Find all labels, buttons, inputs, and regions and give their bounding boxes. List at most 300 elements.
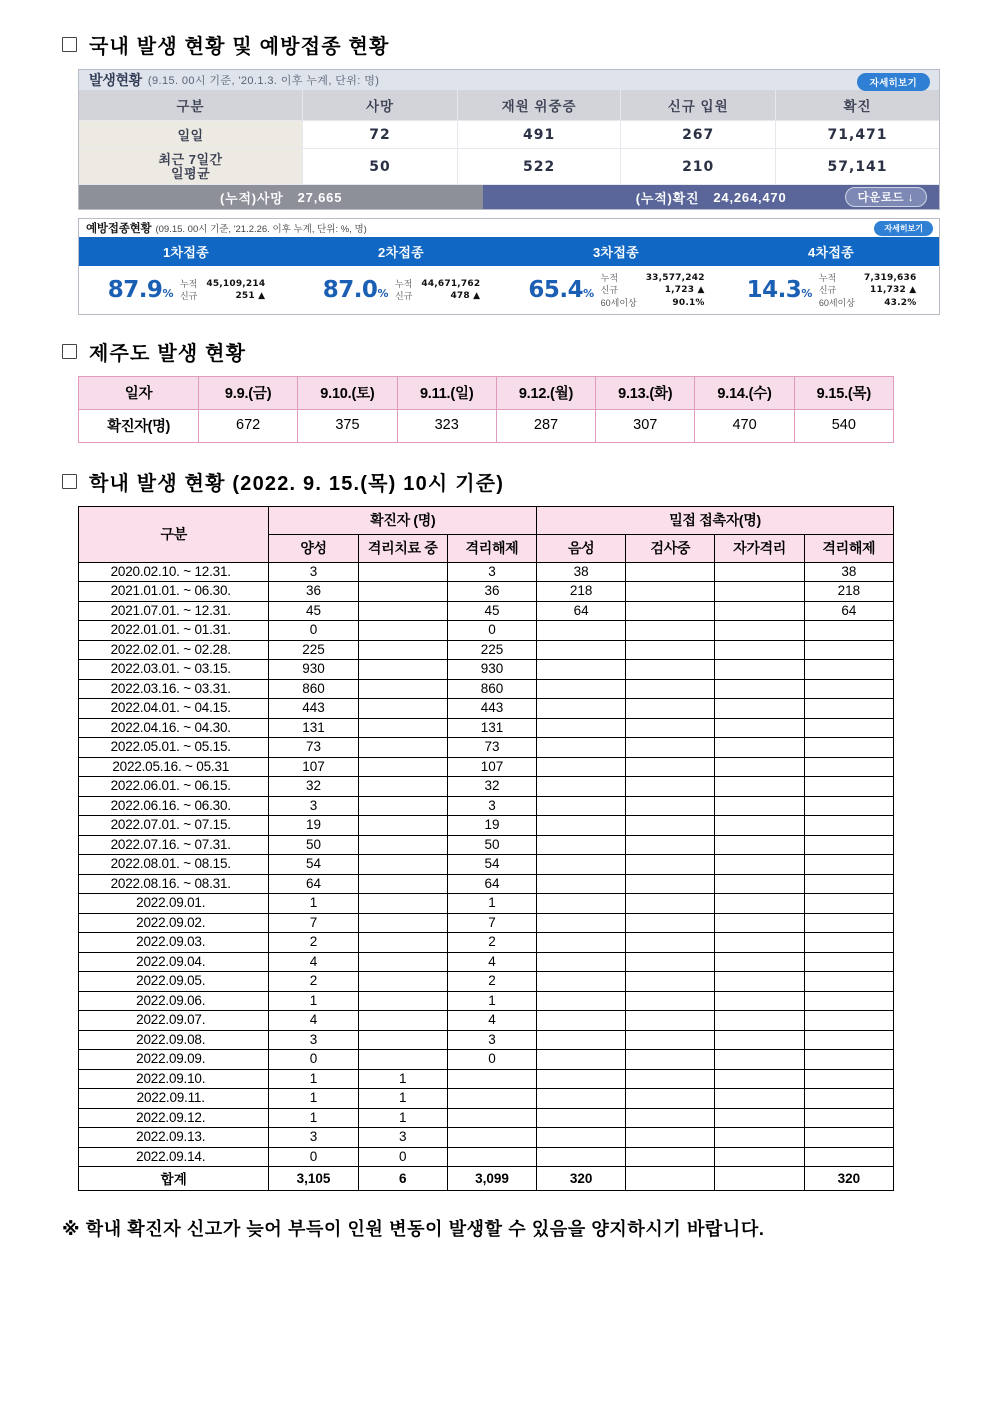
table-row bbox=[79, 796, 894, 816]
school-row-isolating bbox=[358, 699, 447, 719]
jeju-value-6: 540 bbox=[794, 409, 893, 442]
school-row-selfiso bbox=[715, 582, 804, 602]
school-total-label: 합계 bbox=[79, 1167, 269, 1191]
school-row-selfiso bbox=[715, 913, 804, 933]
school-row-positive: 225 bbox=[269, 640, 358, 660]
school-row-contact-released bbox=[804, 835, 893, 855]
school-row-negative bbox=[537, 855, 626, 875]
school-row-selfiso bbox=[715, 1050, 804, 1070]
school-row-negative: 38 bbox=[537, 562, 626, 582]
outbreak-row-weekly-label bbox=[79, 149, 303, 185]
school-row-released: 1 bbox=[447, 894, 536, 914]
school-row-selfiso bbox=[715, 894, 804, 914]
outbreak-col-2: 재원 위중증 bbox=[457, 90, 620, 121]
school-row-contact-released bbox=[804, 757, 893, 777]
footer-note: ※ 학내 확진자 신고가 늦어 부득이 인원 변동이 발생할 수 있음을 양지하시기 바랍니다. bbox=[62, 1219, 765, 1240]
school-row-released: 131 bbox=[447, 718, 536, 738]
school-row-positive: 107 bbox=[269, 757, 358, 777]
school-row-released: 225 bbox=[447, 640, 536, 660]
school-row-period: 2022.07.01. ~ 07.15. bbox=[79, 816, 269, 836]
school-row-testing bbox=[626, 816, 715, 836]
school-row-released: 930 bbox=[447, 660, 536, 680]
jeju-header-6: 9.14.(수) bbox=[695, 376, 794, 409]
table-row bbox=[79, 660, 894, 680]
school-header-selfiso: 자가격리 bbox=[715, 534, 804, 562]
vaccination-cell-4 bbox=[724, 272, 939, 308]
vaccination-cum-label-1: 누적 bbox=[179, 279, 198, 290]
school-row-testing bbox=[626, 972, 715, 992]
school-row-period: 2022.09.12. bbox=[79, 1108, 269, 1128]
school-row-selfiso bbox=[715, 660, 804, 680]
school-row-released: 107 bbox=[447, 757, 536, 777]
outbreak-row-weekly-label-line2: 일평균 bbox=[170, 165, 211, 181]
school-row-negative bbox=[537, 991, 626, 1011]
table-row bbox=[79, 1030, 894, 1050]
school-row-selfiso bbox=[715, 1147, 804, 1167]
school-row-isolating bbox=[358, 874, 447, 894]
jeju-header-7: 9.15.(목) bbox=[794, 376, 893, 409]
school-row-contact-released bbox=[804, 738, 893, 758]
school-row-isolating bbox=[358, 757, 447, 777]
school-row-isolating bbox=[358, 991, 447, 1011]
school-row-isolating bbox=[358, 855, 447, 875]
school-row-period: 2022.09.14. bbox=[79, 1147, 269, 1167]
jeju-status-table bbox=[78, 376, 894, 443]
school-row-period: 2022.09.10. bbox=[79, 1069, 269, 1089]
school-row-selfiso bbox=[715, 1089, 804, 1109]
checkbox-icon bbox=[62, 344, 77, 359]
school-row-positive: 45 bbox=[269, 601, 358, 621]
table-row bbox=[79, 1011, 894, 1031]
outbreak-row-daily-label: 일일 bbox=[79, 121, 303, 149]
vaccination-dose-tab-3[interactable]: 3차접종 bbox=[509, 237, 724, 266]
school-row-contact-released bbox=[804, 796, 893, 816]
school-row-contact-released: 64 bbox=[804, 601, 893, 621]
school-total-released: 3,099 bbox=[447, 1167, 536, 1191]
table-row bbox=[79, 582, 894, 602]
school-row-negative bbox=[537, 757, 626, 777]
vaccination-cum-value-3: 33,577,242 bbox=[645, 273, 705, 284]
school-row-selfiso bbox=[715, 757, 804, 777]
school-row-testing bbox=[626, 582, 715, 602]
school-row-positive: 1 bbox=[269, 894, 358, 914]
school-row-testing bbox=[626, 1011, 715, 1031]
school-header-row-group bbox=[79, 506, 894, 534]
school-total-selfiso bbox=[715, 1167, 804, 1191]
school-row-selfiso bbox=[715, 952, 804, 972]
school-row-negative: 64 bbox=[537, 601, 626, 621]
jeju-value-0: 672 bbox=[199, 409, 298, 442]
school-row-isolating bbox=[358, 796, 447, 816]
vaccination-percent-3: 65.4% bbox=[528, 277, 594, 304]
school-row-released: 73 bbox=[447, 738, 536, 758]
school-row-isolating: 1 bbox=[358, 1108, 447, 1128]
school-row-period: 2022.03.01. ~ 03.15. bbox=[79, 660, 269, 680]
school-row-negative bbox=[537, 1011, 626, 1031]
school-row-contact-released: 218 bbox=[804, 582, 893, 602]
school-row-testing bbox=[626, 640, 715, 660]
school-row-released: 54 bbox=[447, 855, 536, 875]
school-row-testing bbox=[626, 874, 715, 894]
school-row-testing bbox=[626, 796, 715, 816]
jeju-value-2: 323 bbox=[397, 409, 496, 442]
school-row-contact-released bbox=[804, 679, 893, 699]
table-row bbox=[79, 1108, 894, 1128]
school-row-positive: 3 bbox=[269, 562, 358, 582]
school-row-selfiso bbox=[715, 1011, 804, 1031]
school-row-isolating bbox=[358, 582, 447, 602]
jeju-header-5: 9.13.(화) bbox=[596, 376, 695, 409]
school-row-positive: 36 bbox=[269, 582, 358, 602]
school-row-positive: 1 bbox=[269, 1069, 358, 1089]
outbreak-row-daily bbox=[79, 121, 939, 149]
vaccination-cell-1 bbox=[79, 272, 294, 308]
school-row-positive: 54 bbox=[269, 855, 358, 875]
vaccination-detail-button[interactable]: 자세히보기 bbox=[874, 221, 933, 236]
school-row-isolating bbox=[358, 640, 447, 660]
jeju-header-4: 9.12.(월) bbox=[496, 376, 595, 409]
school-row-positive: 860 bbox=[269, 679, 358, 699]
school-row-positive: 7 bbox=[269, 913, 358, 933]
table-row bbox=[79, 1147, 894, 1167]
vaccination-cell-2 bbox=[294, 272, 509, 308]
vaccination-dose-tab-2[interactable]: 2차접종 bbox=[294, 237, 509, 266]
outbreak-cumulative-confirmed bbox=[483, 185, 939, 209]
school-row-testing bbox=[626, 738, 715, 758]
school-header-contact-released: 격리해제 bbox=[804, 534, 893, 562]
school-row-positive: 50 bbox=[269, 835, 358, 855]
school-row-contact-released bbox=[804, 699, 893, 719]
school-row-period: 2022.09.08. bbox=[79, 1030, 269, 1050]
table-row bbox=[79, 621, 894, 641]
jeju-header-3: 9.11.(일) bbox=[397, 376, 496, 409]
vaccination-cum-label-2: 누적 bbox=[394, 279, 413, 290]
school-row-contact-released bbox=[804, 972, 893, 992]
school-row-positive: 3 bbox=[269, 1030, 358, 1050]
school-row-negative bbox=[537, 718, 626, 738]
vaccination-over60-value-4: 43.2% bbox=[884, 297, 917, 308]
school-row-contact-released bbox=[804, 1050, 893, 1070]
school-row-released: 443 bbox=[447, 699, 536, 719]
school-row-selfiso bbox=[715, 679, 804, 699]
school-row-released: 3 bbox=[447, 562, 536, 582]
vaccination-subtitle: (09.15. 00시 기준, '21.2.26. 이후 누계, 단위: %, 명) bbox=[155, 224, 367, 236]
table-row bbox=[79, 874, 894, 894]
table-row bbox=[79, 1050, 894, 1070]
school-row-negative bbox=[537, 640, 626, 660]
school-row-selfiso bbox=[715, 562, 804, 582]
school-row-selfiso bbox=[715, 601, 804, 621]
school-row-negative bbox=[537, 1108, 626, 1128]
school-row-released bbox=[447, 1147, 536, 1167]
school-row-testing bbox=[626, 991, 715, 1011]
school-row-positive: 443 bbox=[269, 699, 358, 719]
school-row-period: 2021.07.01. ~ 12.31. bbox=[79, 601, 269, 621]
school-row-contact-released bbox=[804, 1108, 893, 1128]
school-row-positive: 1 bbox=[269, 1089, 358, 1109]
table-row bbox=[79, 835, 894, 855]
outbreak-row-weekly-severe: 522 bbox=[457, 149, 620, 185]
school-row-negative bbox=[537, 972, 626, 992]
school-row-negative bbox=[537, 777, 626, 797]
school-row-negative bbox=[537, 1030, 626, 1050]
vaccination-cum-label-4: 누적 bbox=[818, 273, 837, 284]
school-row-contact-released bbox=[804, 621, 893, 641]
school-row-contact-released bbox=[804, 894, 893, 914]
outbreak-detail-button[interactable]: 자세히보기 bbox=[857, 73, 930, 91]
school-row-isolating bbox=[358, 835, 447, 855]
outbreak-row-weekly-confirmed: 57,141 bbox=[776, 149, 939, 185]
outbreak-status-capture bbox=[78, 69, 940, 210]
school-row-testing bbox=[626, 855, 715, 875]
school-row-testing bbox=[626, 777, 715, 797]
school-row-negative bbox=[537, 1147, 626, 1167]
school-row-released: 2 bbox=[447, 972, 536, 992]
table-row bbox=[79, 738, 894, 758]
school-header-confirmed-group: 확진자 (명) bbox=[269, 506, 537, 534]
vaccination-detail-4 bbox=[819, 272, 917, 308]
school-row-positive: 2 bbox=[269, 972, 358, 992]
school-row-period: 2022.03.16. ~ 03.31. bbox=[79, 679, 269, 699]
vaccination-new-label-3: 신규 bbox=[600, 285, 619, 296]
table-row bbox=[79, 972, 894, 992]
checkbox-icon bbox=[62, 37, 77, 52]
school-row-negative bbox=[537, 835, 626, 855]
jeju-value-5: 470 bbox=[695, 409, 794, 442]
school-header-negative: 음성 bbox=[537, 534, 626, 562]
school-row-period: 2021.01.01. ~ 06.30. bbox=[79, 582, 269, 602]
vaccination-new-label-2: 신규 bbox=[394, 291, 413, 302]
school-row-negative bbox=[537, 952, 626, 972]
school-row-released: 3 bbox=[447, 796, 536, 816]
outbreak-cumulative-confirmed-value: 24,264,470 bbox=[713, 189, 787, 205]
school-row-positive: 2 bbox=[269, 933, 358, 953]
school-row-contact-released bbox=[804, 777, 893, 797]
school-row-period: 2022.01.01. ~ 01.31. bbox=[79, 621, 269, 641]
school-row-selfiso bbox=[715, 1069, 804, 1089]
school-row-negative bbox=[537, 1089, 626, 1109]
section-title-jeju: 제주도 발생 현황 bbox=[89, 342, 247, 365]
vaccination-cum-value-4: 7,319,636 bbox=[863, 273, 917, 284]
school-row-contact-released bbox=[804, 718, 893, 738]
school-row-isolating bbox=[358, 894, 447, 914]
school-row-period: 2022.06.16. ~ 06.30. bbox=[79, 796, 269, 816]
school-row-testing bbox=[626, 562, 715, 582]
school-row-testing bbox=[626, 1108, 715, 1128]
outbreak-footer-bar bbox=[79, 185, 939, 209]
jeju-value-4: 307 bbox=[596, 409, 695, 442]
school-row-period: 2022.09.05. bbox=[79, 972, 269, 992]
school-row-positive: 0 bbox=[269, 1147, 358, 1167]
school-row-period: 2022.09.03. bbox=[79, 933, 269, 953]
school-row-period: 2022.09.07. bbox=[79, 1011, 269, 1031]
school-row-contact-released bbox=[804, 855, 893, 875]
vaccination-values-row bbox=[79, 266, 939, 313]
school-total-isolating: 6 bbox=[358, 1167, 447, 1191]
school-row-selfiso bbox=[715, 1030, 804, 1050]
outbreak-cumulative-confirmed-label: (누적)확진 bbox=[635, 190, 700, 206]
school-row-positive: 32 bbox=[269, 777, 358, 797]
school-row-isolating bbox=[358, 601, 447, 621]
vaccination-new-label-4: 신규 bbox=[818, 285, 837, 296]
outbreak-row-weekly-admit: 210 bbox=[621, 149, 776, 185]
school-row-positive: 0 bbox=[269, 621, 358, 641]
outbreak-col-0: 구분 bbox=[79, 90, 303, 121]
school-row-testing bbox=[626, 894, 715, 914]
school-row-contact-released bbox=[804, 1147, 893, 1167]
checkbox-icon bbox=[62, 474, 77, 489]
outbreak-row-weekly-avg bbox=[79, 149, 939, 185]
school-row-isolating bbox=[358, 816, 447, 836]
school-row-selfiso bbox=[715, 738, 804, 758]
school-row-contact-released bbox=[804, 1089, 893, 1109]
school-total-positive: 3,105 bbox=[269, 1167, 358, 1191]
school-row-selfiso bbox=[715, 816, 804, 836]
school-row-isolating bbox=[358, 718, 447, 738]
outbreak-col-3: 신규 입원 bbox=[621, 90, 776, 121]
school-row-selfiso bbox=[715, 991, 804, 1011]
school-row-testing bbox=[626, 1147, 715, 1167]
school-row-testing bbox=[626, 718, 715, 738]
school-row-isolating bbox=[358, 660, 447, 680]
school-row-negative bbox=[537, 874, 626, 894]
school-row-testing bbox=[626, 1050, 715, 1070]
section-heading-domestic bbox=[62, 30, 940, 59]
school-row-isolating: 1 bbox=[358, 1089, 447, 1109]
school-row-released: 19 bbox=[447, 816, 536, 836]
school-row-testing bbox=[626, 913, 715, 933]
vaccination-dose-tabs bbox=[79, 237, 939, 266]
school-row-testing bbox=[626, 621, 715, 641]
school-row-released: 2 bbox=[447, 933, 536, 953]
school-row-positive: 73 bbox=[269, 738, 358, 758]
table-row bbox=[79, 913, 894, 933]
outbreak-title: 발생현황 bbox=[89, 71, 142, 88]
outbreak-col-4: 확진 bbox=[776, 90, 939, 121]
table-row bbox=[79, 640, 894, 660]
school-row-isolating bbox=[358, 562, 447, 582]
school-row-released: 3 bbox=[447, 1030, 536, 1050]
school-row-negative bbox=[537, 816, 626, 836]
outbreak-row-daily-confirmed: 71,471 bbox=[776, 121, 939, 149]
school-row-contact-released bbox=[804, 1030, 893, 1050]
table-row bbox=[79, 757, 894, 777]
school-row-released: 0 bbox=[447, 1050, 536, 1070]
school-row-negative bbox=[537, 1128, 626, 1148]
school-total-row bbox=[79, 1167, 894, 1191]
jeju-row-label: 확진자(명) bbox=[79, 409, 199, 442]
school-row-released: 32 bbox=[447, 777, 536, 797]
table-row bbox=[79, 933, 894, 953]
school-total-contact-released: 320 bbox=[804, 1167, 893, 1191]
table-row bbox=[79, 718, 894, 738]
vaccination-percent-1: 87.9% bbox=[107, 277, 173, 304]
school-row-positive: 19 bbox=[269, 816, 358, 836]
school-row-isolating bbox=[358, 1030, 447, 1050]
school-row-released: 0 bbox=[447, 621, 536, 641]
school-row-isolating bbox=[358, 952, 447, 972]
school-row-negative bbox=[537, 894, 626, 914]
table-row bbox=[79, 855, 894, 875]
school-row-negative bbox=[537, 1050, 626, 1070]
school-row-negative bbox=[537, 621, 626, 641]
school-header-group: 구분 bbox=[79, 506, 269, 562]
vaccination-cum-label-3: 누적 bbox=[600, 273, 619, 284]
school-row-selfiso bbox=[715, 972, 804, 992]
school-row-testing bbox=[626, 757, 715, 777]
school-row-positive: 1 bbox=[269, 1108, 358, 1128]
school-row-isolating bbox=[358, 777, 447, 797]
school-row-released: 50 bbox=[447, 835, 536, 855]
table-row bbox=[79, 562, 894, 582]
school-row-positive: 4 bbox=[269, 1011, 358, 1031]
school-row-released: 45 bbox=[447, 601, 536, 621]
jeju-data-row bbox=[79, 409, 894, 442]
school-row-contact-released bbox=[804, 816, 893, 836]
jeju-header-2: 9.10.(토) bbox=[298, 376, 397, 409]
school-row-period: 2022.09.13. bbox=[79, 1128, 269, 1148]
school-row-period: 2022.08.16. ~ 08.31. bbox=[79, 874, 269, 894]
school-row-contact-released bbox=[804, 952, 893, 972]
school-row-negative bbox=[537, 699, 626, 719]
school-row-testing bbox=[626, 660, 715, 680]
school-row-isolating bbox=[358, 913, 447, 933]
table-row bbox=[79, 777, 894, 797]
school-row-negative bbox=[537, 913, 626, 933]
school-row-isolating bbox=[358, 972, 447, 992]
school-row-released: 64 bbox=[447, 874, 536, 894]
outbreak-col-1: 사망 bbox=[303, 90, 458, 121]
school-row-selfiso bbox=[715, 855, 804, 875]
school-row-testing bbox=[626, 952, 715, 972]
school-row-isolating bbox=[358, 738, 447, 758]
school-row-selfiso bbox=[715, 777, 804, 797]
vaccination-over60-label-3: 60세이상 bbox=[600, 297, 637, 308]
vaccination-over60-label-4: 60세이상 bbox=[818, 297, 855, 308]
table-row bbox=[79, 679, 894, 699]
jeju-value-1: 375 bbox=[298, 409, 397, 442]
school-row-testing bbox=[626, 699, 715, 719]
vaccination-cum-value-1: 45,109,214 bbox=[206, 279, 266, 290]
jeju-value-3: 287 bbox=[496, 409, 595, 442]
school-status-table bbox=[78, 506, 894, 1192]
vaccination-dose-tab-4[interactable]: 4차접종 bbox=[724, 237, 939, 266]
school-row-testing bbox=[626, 1128, 715, 1148]
school-row-positive: 131 bbox=[269, 718, 358, 738]
jeju-header-row bbox=[79, 376, 894, 409]
download-button[interactable]: 다운로드 ↓ bbox=[845, 187, 927, 207]
school-row-positive: 930 bbox=[269, 660, 358, 680]
school-row-testing bbox=[626, 933, 715, 953]
school-row-selfiso bbox=[715, 718, 804, 738]
school-row-selfiso bbox=[715, 796, 804, 816]
school-row-period: 2022.04.16. ~ 04.30. bbox=[79, 718, 269, 738]
vaccination-dose-tab-1[interactable]: 1차접종 bbox=[79, 237, 294, 266]
table-row bbox=[79, 699, 894, 719]
school-row-isolating bbox=[358, 1011, 447, 1031]
school-row-testing bbox=[626, 679, 715, 699]
school-row-negative bbox=[537, 738, 626, 758]
vaccination-title: 예방접종현황 bbox=[86, 223, 152, 236]
section-heading-school bbox=[62, 467, 940, 496]
school-row-released: 36 bbox=[447, 582, 536, 602]
table-row bbox=[79, 816, 894, 836]
vaccination-over60-value-3: 90.1% bbox=[672, 297, 705, 308]
school-row-period: 2022.04.01. ~ 04.15. bbox=[79, 699, 269, 719]
school-row-positive: 64 bbox=[269, 874, 358, 894]
section-heading-jeju bbox=[62, 337, 940, 366]
jeju-header-0: 일자 bbox=[79, 376, 199, 409]
